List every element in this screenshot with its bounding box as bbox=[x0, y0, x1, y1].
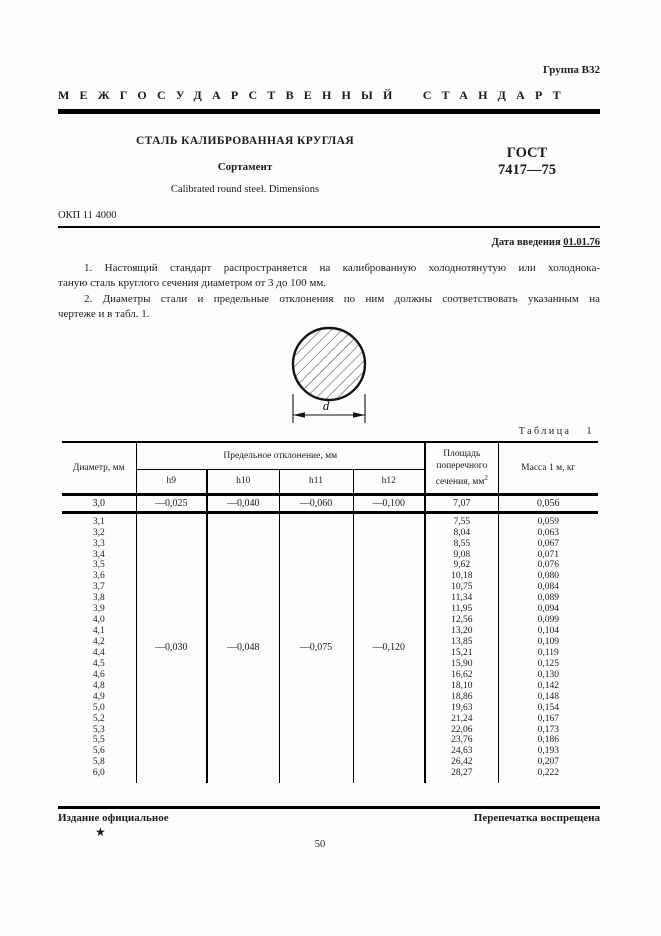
introduction-date-value: 01.01.76 bbox=[563, 237, 600, 248]
gost-designation bbox=[462, 145, 592, 195]
mass-value: 0,099 bbox=[537, 615, 559, 626]
area-value: 7,07 bbox=[425, 494, 498, 512]
mass-value: 0,173 bbox=[537, 724, 559, 735]
column-header-area: Площадь поперечного сечения, $мм^2$ bbox=[425, 442, 498, 494]
area-value: 18,10 bbox=[451, 680, 473, 691]
h12-value: —0,100 bbox=[353, 494, 425, 512]
area-value: 8,55 bbox=[453, 538, 471, 549]
diameter-value: 3,2 bbox=[92, 527, 105, 538]
mass-value: 0,119 bbox=[537, 647, 559, 658]
column-header-h9: h9 bbox=[136, 469, 207, 494]
mass-value: 0,094 bbox=[537, 604, 559, 615]
area-value: 22,06 bbox=[451, 724, 473, 735]
right-dimension-arrow bbox=[353, 412, 365, 417]
okp-code: ОКП 11 4000 bbox=[58, 209, 117, 221]
standard-type-heading: МЕЖГОСУДАРСТВЕННЫЙ СТАНДАРТ bbox=[58, 88, 571, 102]
area-value: 21,24 bbox=[451, 713, 473, 724]
mass-value: 0,084 bbox=[537, 582, 559, 593]
area-value: 10,18 bbox=[451, 571, 473, 582]
footer-rule bbox=[58, 806, 600, 809]
area-value: 7,55 bbox=[453, 516, 471, 527]
dimensions-table bbox=[62, 441, 598, 783]
area-value: 19,63 bbox=[451, 702, 473, 713]
column-header-deviation: Предельное отклонение, мм bbox=[136, 442, 425, 469]
column-header-h12: h12 bbox=[353, 469, 425, 494]
diameter-value: 4,2 bbox=[92, 637, 105, 647]
h11-group-value: —0,075 bbox=[279, 512, 353, 783]
diameter-value: 5,3 bbox=[92, 724, 105, 735]
diameter-value: 3,0 bbox=[62, 494, 136, 512]
column-header-h11: h11 bbox=[279, 469, 353, 494]
diameter-value: 4,8 bbox=[92, 680, 105, 691]
mass-value: 0,222 bbox=[537, 768, 559, 779]
mass-value: 0,063 bbox=[537, 527, 559, 538]
area-value: 18,86 bbox=[451, 691, 473, 702]
introduction-date-line bbox=[58, 237, 600, 248]
h11-value: —0,060 bbox=[279, 494, 353, 512]
mass-list-cell bbox=[498, 512, 598, 783]
diameter-value: 4,6 bbox=[92, 669, 105, 680]
diameter-dimension-label: d bbox=[322, 398, 330, 414]
mass-value: 0,059 bbox=[537, 516, 559, 527]
diameter-value: 5,5 bbox=[92, 735, 105, 746]
area-value: 26,42 bbox=[451, 757, 473, 768]
left-dimension-arrow bbox=[293, 412, 305, 417]
group-label: Группа В32 bbox=[542, 64, 600, 76]
mass-value: 0,154 bbox=[537, 702, 559, 713]
area-value: 23,76 bbox=[451, 735, 473, 746]
diameter-value: 3,9 bbox=[92, 604, 105, 615]
mass-value: 0,089 bbox=[537, 593, 559, 604]
paragraph-1-line-1: 1. Настоящий стандарт распространяется на калиброванную холоднотянутую или холоднока- bbox=[84, 262, 600, 274]
diameter-value: 5,6 bbox=[92, 746, 105, 757]
table-caption: Таблица 1 bbox=[518, 426, 594, 438]
table-header bbox=[62, 442, 598, 494]
area-list bbox=[426, 517, 498, 780]
title-block bbox=[58, 135, 432, 195]
diameter-value: 5,2 bbox=[92, 713, 105, 724]
diameter-value: 3,3 bbox=[92, 538, 105, 549]
document-title: СТАЛЬ КАЛИБРОВАННАЯ КРУГЛАЯ bbox=[135, 134, 355, 147]
area-value: 16,62 bbox=[451, 669, 473, 680]
body-paragraphs bbox=[58, 261, 600, 322]
diameter-value: 4,0 bbox=[92, 615, 105, 626]
official-edition-label: Издание официальное bbox=[58, 811, 169, 824]
h12-group-value: —0,120 bbox=[353, 512, 425, 783]
diameter-value: 6,0 bbox=[92, 768, 105, 779]
gost-number: 7417—75 bbox=[498, 161, 556, 178]
area-value: 12,56 bbox=[451, 615, 473, 626]
area-value: 13,85 bbox=[451, 637, 473, 647]
mass-value: 0,080 bbox=[537, 571, 559, 582]
mass-list bbox=[499, 517, 599, 780]
area-value: 9,62 bbox=[453, 560, 471, 571]
paragraph-1-line-2: таную сталь круглого сечения диаметром от 3 до 100 мм. bbox=[58, 277, 327, 290]
column-header-mass: Масса 1 м, кг bbox=[498, 442, 598, 494]
mass-value: 0,207 bbox=[537, 757, 559, 768]
circle-diagram bbox=[254, 322, 404, 426]
h10-value: —0,040 bbox=[207, 494, 279, 512]
diameter-value: 5,0 bbox=[92, 702, 105, 713]
table-row-3-0 bbox=[62, 494, 598, 512]
area-value: 15,90 bbox=[451, 658, 473, 669]
reprint-forbidden-label: Перепечатка воспрещена bbox=[473, 811, 600, 824]
mass-value: 0,104 bbox=[537, 626, 559, 637]
cross-section-figure bbox=[58, 322, 600, 426]
area-value: 9,08 bbox=[453, 549, 471, 560]
header-rule bbox=[58, 109, 600, 114]
diameter-value: 3,1 bbox=[92, 516, 105, 527]
diameter-list-cell bbox=[62, 512, 136, 783]
diameter-value: 3,7 bbox=[92, 582, 105, 593]
area-value: 11,34 bbox=[451, 593, 473, 604]
column-header-diameter: Диаметр, мм bbox=[72, 462, 125, 473]
mass-value: 0,193 bbox=[537, 746, 559, 757]
diameter-value: 3,5 bbox=[92, 560, 105, 571]
paragraph-2-line-2: чертеже и в табл. 1. bbox=[58, 307, 150, 320]
document-subtitle: Сортамент bbox=[217, 160, 273, 173]
divider-rule bbox=[58, 226, 600, 229]
diameter-value: 4,4 bbox=[92, 647, 105, 658]
mass-value: 0,056 bbox=[498, 494, 598, 512]
h9-group-value: —0,030 bbox=[136, 512, 207, 783]
mass-value: 0,142 bbox=[537, 680, 559, 691]
mass-value: 0,067 bbox=[537, 538, 559, 549]
mass-value: 0,186 bbox=[537, 735, 559, 746]
area-list-cell bbox=[425, 512, 498, 783]
document-title-english: Calibrated round steel. Dimensions bbox=[170, 183, 320, 195]
mass-value: 0,130 bbox=[537, 669, 559, 680]
mass-value: 0,148 bbox=[537, 691, 559, 702]
mass-value: 0,125 bbox=[537, 658, 559, 669]
paragraph-2-line-1: 2. Диаметры стали и предельные отклонения по ним должны соответствовать указанным на bbox=[84, 292, 600, 305]
mass-value: 0,071 bbox=[537, 549, 559, 560]
area-value: 10,75 bbox=[451, 582, 473, 593]
area-value: 24,63 bbox=[451, 746, 473, 757]
introduction-date-label: Дата введения bbox=[491, 237, 561, 248]
title-row bbox=[58, 135, 600, 195]
table-body bbox=[62, 494, 598, 783]
diameter-value: 4,9 bbox=[92, 691, 105, 702]
mass-value: 0,109 bbox=[537, 637, 559, 647]
page-number: 50 bbox=[314, 838, 326, 850]
area-value: 13,20 bbox=[451, 626, 473, 637]
mass-value: 0,076 bbox=[537, 560, 559, 571]
star-icon: ★ bbox=[95, 824, 106, 839]
diameter-value: 3,6 bbox=[92, 571, 105, 582]
area-value: 15,21 bbox=[451, 647, 473, 658]
diameter-value: 4,1 bbox=[92, 626, 105, 637]
h10-group-value: —0,048 bbox=[207, 512, 279, 783]
mass-value: 0,167 bbox=[537, 713, 559, 724]
diameter-value: 4,5 bbox=[92, 658, 105, 669]
area-value: 8,04 bbox=[453, 527, 471, 538]
diameter-value: 3,4 bbox=[92, 549, 105, 560]
steel-section-circle bbox=[293, 328, 365, 400]
area-value: 11,95 bbox=[451, 604, 473, 615]
diameter-value: 3,8 bbox=[92, 593, 105, 604]
h9-value: —0,025 bbox=[136, 494, 207, 512]
footer-row bbox=[58, 812, 600, 824]
gost-label: ГОСТ bbox=[506, 144, 548, 161]
diameter-list bbox=[62, 517, 136, 780]
diameter-value: 5,8 bbox=[92, 757, 105, 768]
area-value: 28,27 bbox=[451, 768, 473, 779]
table-group-rows bbox=[62, 512, 598, 783]
column-header-h10: h10 bbox=[207, 469, 279, 494]
